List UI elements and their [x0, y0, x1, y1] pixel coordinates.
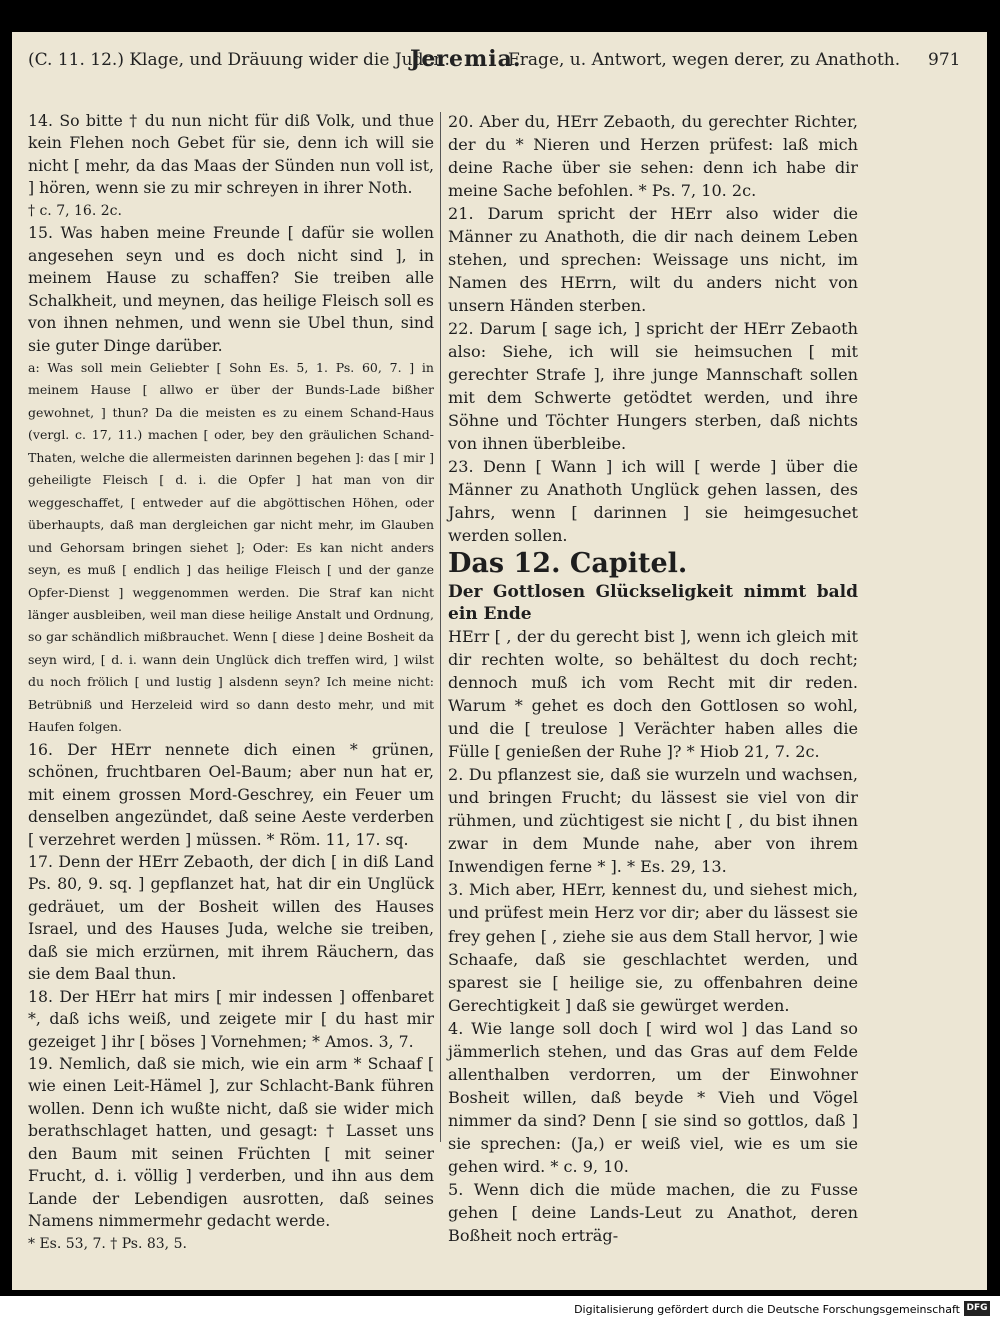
running-header [18, 48, 978, 72]
paragraph: 18. Der HErr hat mirs [ mir indessen ] offenbaret *, daß ichs weiß, und zeigete mir [ du hast mir gezeiget ] ihr [ böses ] Vornehmen; * Amos. 3, 7. [28, 986, 434, 1051]
chapter-subtitle: Der Gottlosen Glückseligkeit nimmt bald ein Ende [448, 582, 858, 625]
header-right: Frage, u. Antwort, wegen derer, zu Anathoth. [508, 50, 901, 70]
paragraph: 20. Aber du, HErr Zebaoth, du gerechter Richter, der du * Nieren und Herzen prüfest: laß mich deine Rache über sie sehen: denn ich habe dir meine Sache befohlen. * Ps. 7, 10. 2c. [448, 112, 858, 201]
dfg-logo: DFG [964, 1301, 990, 1316]
paragraph: 17. Denn der HErr Zebaoth, der dich [ in diß Land Ps. 80, 9. sq. ] gepflanzet hat, hat dir ein Unglück gedräuet, um der Bosheit willen des Hauses Israel, und des Hauses Juda, welche sie treiben, daß sie mich erzürnen, mit ihrem Räuchern, das sie dem Baal thun. [28, 851, 434, 984]
commentary-note: a: Was soll mein Geliebter [ Sohn Es. 5, 1. Ps. 60, 7. ] in meinem Hause [ allwo er über der Bunds-Lade bißher gewohnet, ] thun? Da die meisten es zu einem Schand-Haus (vergl. c. 17, 11.) machen [ oder, bey den gräulichen Schand-Thaten, welche die allermeisten darinnen begehen ]: das [ mir ] geheiligte Fleisch [ d. i. die Opfer ] hat man von dir weggeschaffet, [ entweder auf die abgöttischen Höhen, oder überhaupts, daß man dergleichen gar nicht mehr, im Glauben und Gehorsam bringen siehet ]; Oder: Es kan nicht anders seyn, es muß [ endlich ] das heilige Fleisch [ und der ganze Opfer-Dienst ] weggenommen werden. Die Straf kan nicht länger ausbleiben, weil man diese heilige Anstalt und Ordnung, so gar schändlich mißbrauchet. Wenn [ diese ] deine Bosheit da seyn wird, [ d. i. wann dein Unglück dich treffen wird, ] wilst du noch frölich [ und lustig ] alsdenn seyn? Ich meine nicht: Betrübniß und Herzeleid wird so dann desto mehr, und mit Haufen folgen. [28, 359, 434, 735]
paragraph: 15. Was haben meine Freunde [ dafür sie wollen angesehen seyn und es doch nicht sind ], in meinem Hause zu schaffen? Sie treiben alle Schalkheit, und meynen, das heilige Fleisch soll es von ihnen nehmen, und wenn sie Ubel thun, sind sie guter Dinge darüber. [28, 223, 434, 355]
footer-bar [0, 1296, 1000, 1324]
page-number: 971 [928, 50, 961, 70]
header-book-title: Jeremia. [410, 46, 522, 72]
funding-credit: Digitalisierung gefördert durch die Deutsche Forschungsgemeinschaft [574, 1303, 960, 1316]
chapter-title: Das 12. Capitel. [448, 548, 688, 580]
paragraph: 5. Wenn dich die müde machen, die zu Fusse gehen [ deine Lands-Leut zu Anathot, deren Boßheit noch erträg- [448, 1179, 858, 1245]
paragraph: 14. So bitte † du nun nicht für diß Volk, und thue kein Flehen noch Gebet für sie, denn ich will sie nicht [ mehr, da das Maas der Sünden nun voll ist, ] hören, wenn sie zu mir schreyen in ihrer Noth. [28, 111, 434, 198]
paragraph: 4. Wie lange soll doch [ wird wol ] das Land so jämmerlich stehen, und das Gras auf dem Felde allenthalben verdorren, um der Einwohner Bosheit willen, daß beyde * Vieh und Vögel nimmer da sind? Denn [ sie sind so gottlos, daß ] sie sprechen: (Ja,) er weiß viel, wie es um sie gehen wird. * c. 9, 10. [448, 1018, 858, 1176]
paragraph: 16. Der HErr nennete dich einen * grünen, schönen, fruchtbaren Oel-Baum; aber nun hat er, mit einem grossen Mord-Geschrey, ein Feuer um denselben angezündet, daß seine Aeste verderben [ verzehret werden ] müssen. * Röm. 11, 17. sq. [28, 739, 434, 849]
left-column [28, 110, 434, 1255]
paragraph: 19. Nemlich, daß sie mich, wie ein arm * Schaaf [ wie einen Leit-Hämel ], zur Schlacht-Bank führen wollen. Denn ich wußte nicht, daß sie wider mich berathschlaget hatten, und gesagt: † Lasset uns den Baum mit seinen Früchten [ mit seiner Frucht, d. i. völlig ] verderben, und ihn aus dem Lande der Lebendigen ausrotten, daß seines Namens nimmermehr gedacht werde. [28, 1054, 434, 1231]
column-divider [440, 112, 441, 1142]
cross-reference: * Es. 53, 7. † Ps. 83, 5. [28, 1235, 187, 1252]
header-left: (C. 11. 12.) Klage, und Dräuung wider die Juden. [28, 50, 450, 70]
paragraph: 3. Mich aber, HErr, kennest du, und siehest mich, und prüfest mein Herz vor dir; aber du lässest sie frey gehen [ , ziehe sie aus dem Stall hervor, ] wie Schaafe, daß sie geschlachtet werden, und sparest sie [ heilige sie, zu offenbahren deine Gerechtigkeit ] daß sie gewürget werden. [448, 880, 858, 1015]
right-column [448, 110, 858, 1247]
paragraph: 21. Darum spricht der HErr also wider die Männer zu Anathoth, die dir nach deinem Leben stehen, und sprechen: Weissage uns nicht, im Namen des HErrn, wilt du anders nicht von unsern Händen sterben. [448, 204, 858, 316]
cross-reference: † c. 7, 16. 2c. [28, 202, 122, 219]
paragraph: 23. Denn [ Wann ] ich will [ werde ] über die Männer zu Anathoth Unglück gehen lassen, des Jahrs, wenn [ darinnen ] sie heimgesuchet werden sollen. [448, 457, 858, 546]
paragraph: 2. Du pflanzest sie, daß sie wurzeln und wachsen, und bringen Frucht; du lässest sie viel von dir rühmen, und züchtigest sie nicht [ , du bist ihnen zwar in dem Munde nahe, aber von ihrem Inwendigen ferne * ]. * Es. 29, 13. [448, 765, 858, 877]
paragraph: HErr [ , der du gerecht bist ], wenn ich gleich mit dir rechten wolte, so behältest du doch recht; dennoch muß ich vom Recht mit dir reden. Warum * gehet es doch den Gottlosen so wohl, und die [ treulose ] Verächter haben alles die Fülle [ genießen der Ruhe ]? * Hiob 21, 7. 2c. [448, 627, 858, 762]
paragraph: 22. Darum [ sage ich, ] spricht der HErr Zebaoth also: Siehe, ich will sie heimsuchen [ mit gerechter Strafe ], ihre junge Mannschaft sollen mit dem Schwerte getödtet werden, und ihre Söhne und Töchter Hungers sterben, daß nichts von ihnen überbleibe. [448, 319, 858, 454]
